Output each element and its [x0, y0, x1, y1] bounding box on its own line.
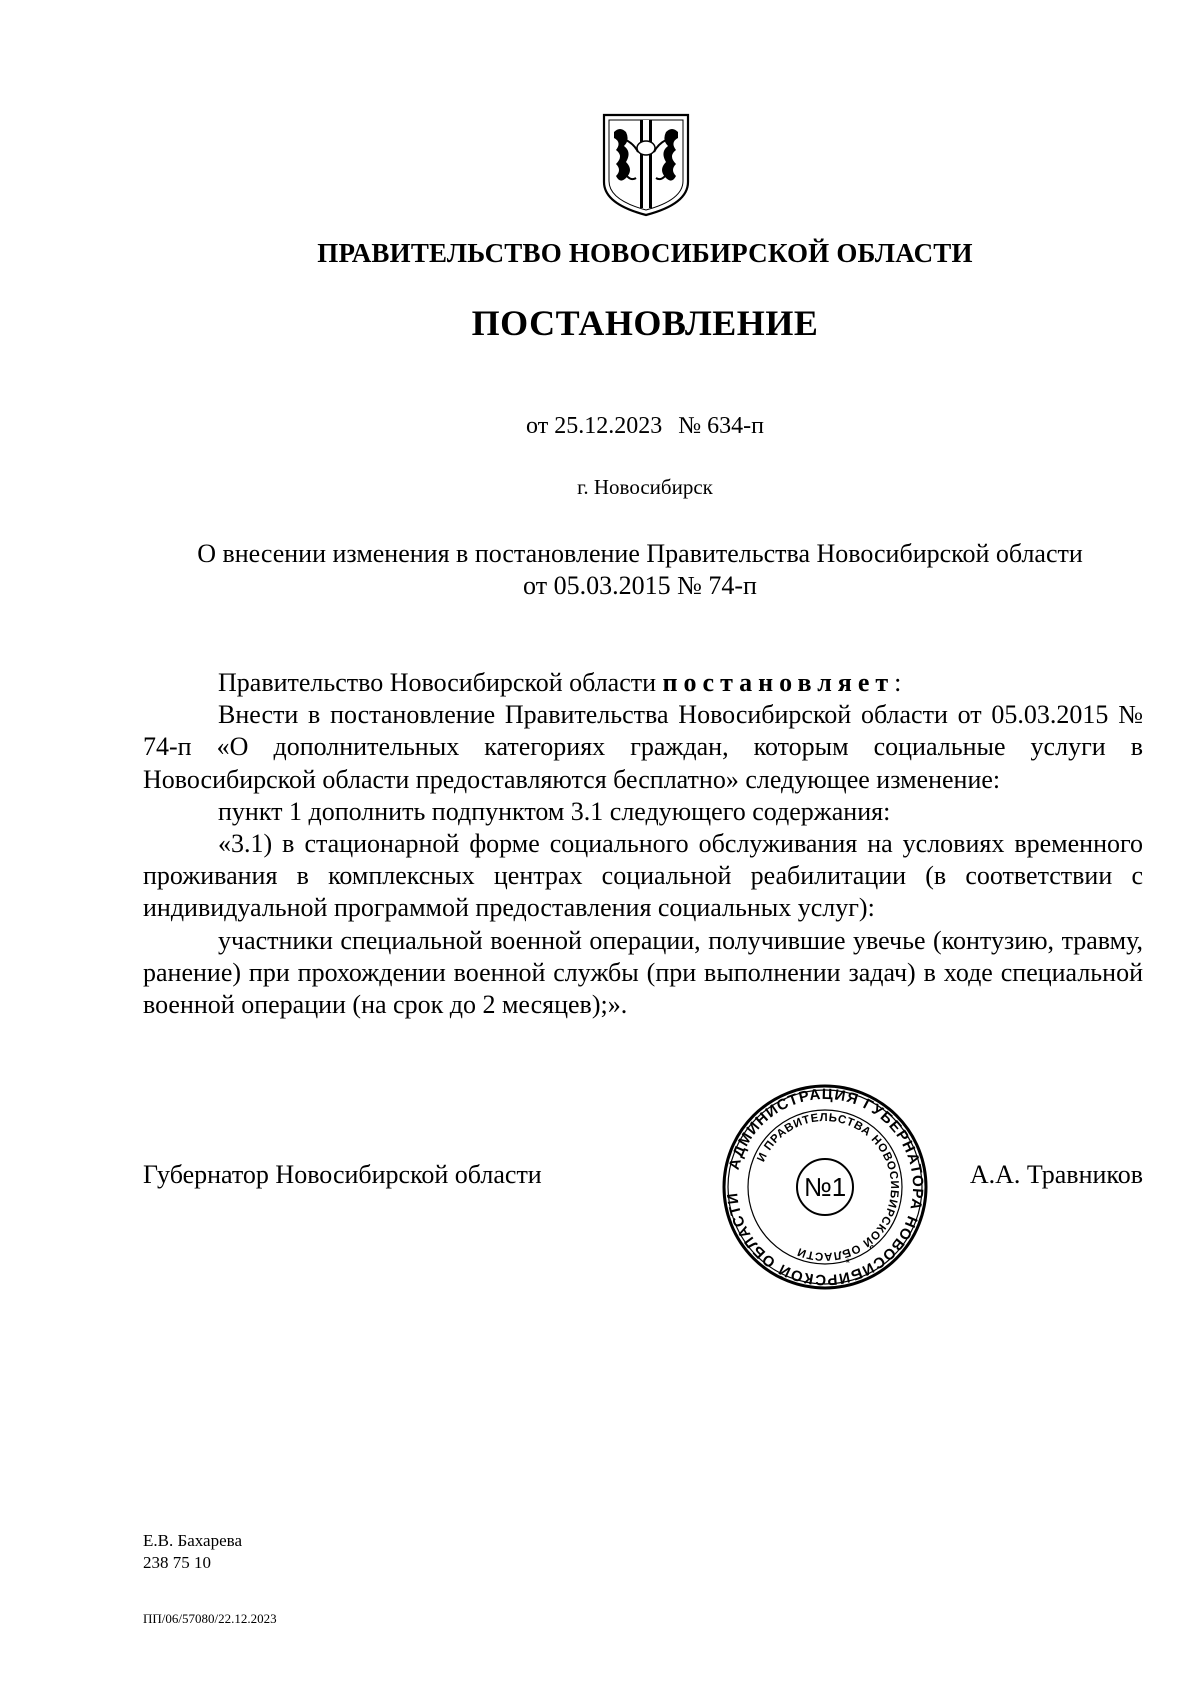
coat-of-arms-icon — [600, 112, 692, 217]
seal-inner-text: И ПРАВИТЕЛЬСТВА НОВОСИБИРСКОЙ ОБЛАСТИ — [755, 1111, 901, 1263]
document-type: ПОСТАНОВЛЕНИЕ — [471, 303, 819, 343]
body-paragraph-5: участники специальной военной операции, получившие увечье (контузию, травму, ранение) при прохождении военной службы (при выполнении задач) в ходе специальной военной операции (на срок до 2 месяцев);». — [143, 925, 1143, 1020]
organization-title: ПРАВИТЕЛЬСТВО НОВОСИБИРСКОЙ ОБЛАСТИ — [317, 238, 973, 268]
p1-prefix: Правительство Новосибирской области — [218, 668, 663, 697]
subject-line-1: О внесении изменения в постановление Правительства Новосибирской области — [197, 539, 1083, 568]
executor-phone: 238 75 10 — [143, 1553, 211, 1572]
body-paragraph-2: Внести в постановление Правительства Новосибирской области от 05.03.2015 № 74-п «О дополнительных категориях граждан, которым социальные услуги в Новосибирской области предоставляются бесплатно» следующее изменение: — [143, 700, 1143, 794]
city: г. Новосибирск — [577, 475, 713, 499]
signatory-name: А.А. Травников — [969, 1160, 1143, 1189]
body-paragraph-3: пункт 1 дополнить подпунктом 3.1 следующего содержания: — [218, 796, 891, 826]
p1-keyword: постановляет — [662, 668, 895, 697]
signature-row — [143, 1160, 1143, 1194]
document-body — [143, 667, 1143, 1021]
document-subject — [140, 538, 1140, 602]
document-date: от 25.12.2023 — [526, 413, 663, 439]
executor-name: Е.В. Бахарева — [143, 1531, 242, 1550]
svg-text:*: * — [845, 1256, 851, 1270]
p1-suffix: : — [894, 668, 902, 697]
body-paragraph-1 — [143, 667, 1143, 699]
seal-center-number: №1 — [803, 1172, 847, 1202]
subject-line-2: от 05.03.2015 № 74-п — [523, 571, 757, 600]
document-code: ПП/06/57080/22.12.2023 — [143, 1611, 277, 1626]
document-date-line — [0, 413, 1200, 440]
official-seal-icon — [720, 1082, 930, 1292]
seal-outer-text: АДМИНИСТРАЦИЯ ГУБЕРНАТОРА НОВОСИБИРСКОЙ ОБЛАСТИ — [724, 1085, 927, 1289]
document-number: № 634-п — [678, 413, 764, 439]
signatory-title: Губернатор Новосибирской области — [143, 1160, 542, 1189]
executor-info — [143, 1530, 242, 1574]
body-paragraph-4: «3.1) в стационарной форме социального обслуживания на условиях временного проживания в комплексных центрах социальной реабилитации (в соответствии с индивидуальной программой предоставления социальных услуг): — [143, 829, 1143, 923]
